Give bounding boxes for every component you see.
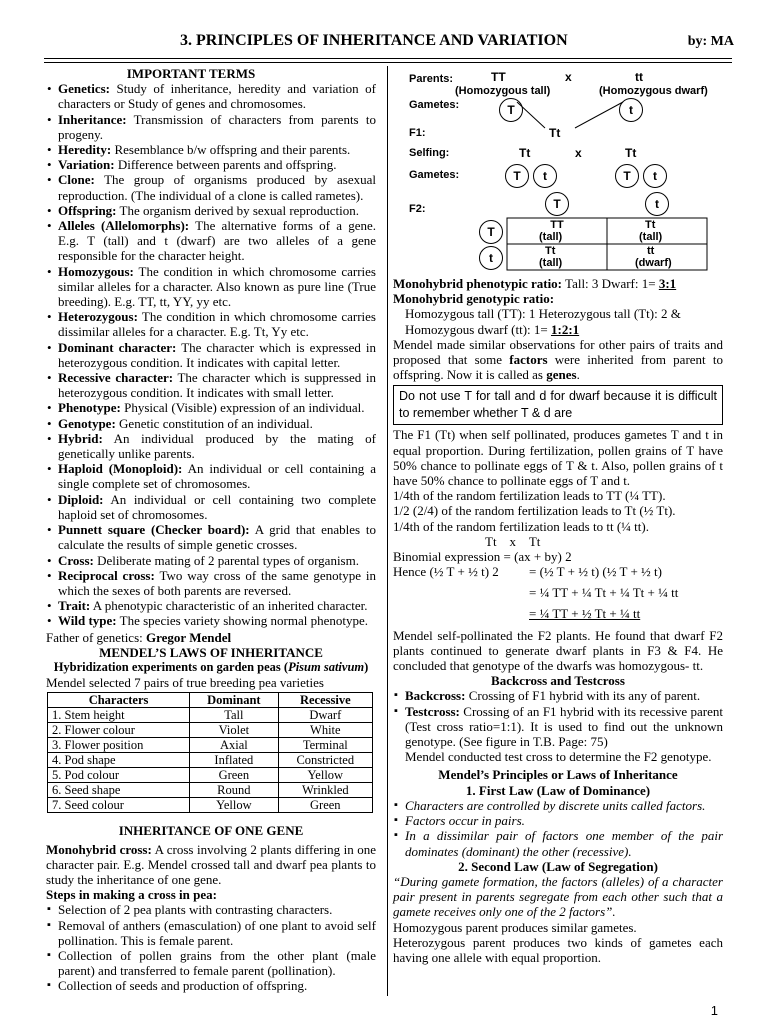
traits-table bbox=[47, 692, 373, 813]
term-item: • Wild type: The species variety showing normal phenotype. bbox=[46, 613, 376, 628]
term-item: • Clone: The group of organisms produced by asexual reproduction. (The individual of a clone is called rametes). bbox=[46, 172, 376, 202]
grid-Tt-1: Tt bbox=[645, 219, 656, 231]
phenotypic-ratio: Monohybrid phenotypic ratio: Tall: 3 Dwarf: 1= 3:1 bbox=[393, 276, 677, 291]
term-item: • Reciprocal cross: Two way cross of the same genotype in which the sexes of both parents are reversed. bbox=[46, 568, 376, 598]
grid-row-t: t bbox=[479, 246, 503, 270]
table-row bbox=[48, 768, 373, 783]
gamete-T-circle-b: T bbox=[615, 164, 639, 188]
left-column bbox=[46, 66, 376, 994]
genotypic-line-1: Homozygous tall (TT): 1 Heterozygous tall (Tt): 2 & bbox=[405, 306, 681, 322]
grid-col-T: T bbox=[545, 192, 569, 216]
grid-Tt-2-pheno: (tall) bbox=[539, 257, 563, 269]
table-cell: White bbox=[278, 723, 372, 738]
law2-line-2: Heterozygous parent produces two kinds of gametes each having one allele with equal proportion. bbox=[393, 934, 723, 965]
table-cell: Wrinkled bbox=[278, 783, 372, 798]
steps-list bbox=[46, 902, 376, 993]
laws-intro: Mendel selected 7 pairs of true breeding pea varieties bbox=[46, 675, 324, 691]
table-cell: Yellow bbox=[278, 768, 372, 783]
table-cell: 4. Pod shape bbox=[48, 753, 190, 768]
table-cell: 2. Flower colour bbox=[48, 723, 190, 738]
f2-paragraph: Mendel self-pollinated the F2 plants. He found that dwarf F2 plants continued to generate dwarf plants in F3 & F4. He concluded that genotype of the dwarfs was homozygous- tt. bbox=[393, 627, 723, 674]
table-header-cell: Recessive bbox=[278, 693, 372, 708]
term-item: • Trait: A phenotypic characteristic of an inherited character. bbox=[46, 598, 376, 613]
fraction-line-3: 1/4th of the random fertilization leads to tt (¼ tt). bbox=[393, 518, 649, 534]
testcross-item: ▪ Testcross: Crossing of an F1 hybrid with its recessive parent (Test cross ratio=1:1). It is used to find out the unknown genotype. (See figure in T.B. Page: 75) bbox=[393, 704, 723, 750]
table-cell: 5. Pod colour bbox=[48, 768, 190, 783]
term-item: • Hybrid: An individual produced by the mating of genetically unlike parents. bbox=[46, 431, 376, 461]
hence-row-1: Hence (½ T + ½ t) 2 = (½ T + ½ t) (½ T + ½ t) bbox=[393, 564, 662, 580]
table-row bbox=[48, 753, 373, 768]
table-cell: Terminal bbox=[278, 738, 372, 753]
one-gene-heading: INHERITANCE OF ONE GENE bbox=[118, 823, 304, 839]
table-cell: Yellow bbox=[190, 798, 279, 813]
law1-item: ▪ In a dissimilar pair of factors one member of the pair dominates (dominant) the other (recessive). bbox=[393, 828, 723, 858]
table-row bbox=[48, 798, 373, 813]
grid-row-T: T bbox=[479, 220, 503, 244]
gamete-T-circle-a: T bbox=[505, 164, 529, 188]
important-terms-heading: IMPORTANT TERMS bbox=[126, 66, 256, 81]
line-t-to-f1 bbox=[575, 102, 623, 128]
term-item: • Variation: Difference between parents and offspring. bbox=[46, 157, 376, 172]
backcross-heading: Backcross and Testcross bbox=[491, 673, 625, 689]
terms-list bbox=[46, 81, 376, 628]
grid-TT: TT bbox=[550, 219, 564, 231]
hence-row-2: = ¼ TT + ¼ Tt + ¼ Tt + ¼ tt bbox=[529, 585, 679, 601]
table-cell: 3. Flower position bbox=[48, 738, 190, 753]
grid-Tt-1-pheno: (tall) bbox=[639, 231, 663, 243]
parents-label: Parents: bbox=[409, 73, 454, 85]
f1-label: F1: bbox=[409, 127, 426, 139]
grid-tt: tt bbox=[647, 245, 655, 257]
term-item: • Inheritance: Transmission of characters from parents to progeny. bbox=[46, 112, 376, 142]
step-item: ▪ Selection of 2 pea plants with contrasting characters. bbox=[46, 902, 376, 917]
table-header-cell: Characters bbox=[48, 693, 190, 708]
parent-TT-desc: (Homozygous tall) bbox=[455, 85, 551, 97]
backcross-list bbox=[393, 688, 723, 749]
steps-heading: Steps in making a cross in pea: bbox=[46, 887, 217, 903]
laws-heading: MENDEL’S LAWS OF INHERITANCE bbox=[99, 644, 323, 660]
term-item: • Homozygous: The condition in which chromosome carries similar alleles for a character. Also known as pure line (True breeding). E.g. TT, tt, YY, yy etc. bbox=[46, 264, 376, 310]
term-item: • Genetics: Study of inheritance, heredity and variation of characters or Study of genes and chromosomes. bbox=[46, 81, 376, 111]
grid-tt-pheno: (dwarf) bbox=[635, 257, 672, 269]
binomial-expression: Binomial expression = (ax + by) 2 bbox=[393, 549, 572, 565]
monohybrid-cross-diagram bbox=[409, 66, 719, 272]
selfing-b: Tt bbox=[625, 146, 637, 160]
genotypic-ratio-label: Monohybrid genotypic ratio: bbox=[393, 291, 555, 307]
page-title: 3. PRINCIPLES OF INHERITANCE AND VARIATION bbox=[180, 32, 568, 49]
table-header-cell: Dominant bbox=[190, 693, 279, 708]
f1-genotype: Tt bbox=[549, 126, 561, 140]
term-item: • Heterozygous: The condition in which chromosome carries dissimilar alleles for a character. E.g. Tt, Yy etc. bbox=[46, 309, 376, 339]
term-item: • Punnett square (Checker board): A grid that enables to calculate the results of simple genetic crosses. bbox=[46, 522, 376, 552]
gamete-t-circle-a: t bbox=[533, 164, 557, 188]
page-number: 1 bbox=[710, 1003, 718, 1018]
table-row bbox=[48, 723, 373, 738]
law2-line-1: Homozygous parent produces similar gametes. bbox=[393, 919, 637, 935]
selfing-label: Selfing: bbox=[409, 147, 450, 159]
table-row bbox=[48, 708, 373, 723]
term-item: • Haploid (Monoploid): An individual or cell containing a single complete set of chromosomes. bbox=[46, 461, 376, 491]
fraction-line-1: 1/4th of the random fertilization leads to TT (¼ TT). bbox=[393, 488, 666, 504]
step-item: ▪ Collection of pollen grains from the other plant (male parent) and transferred to female parent (pollination). bbox=[46, 948, 376, 978]
backcross-item: ▪ Backcross: Crossing of F1 hybrid with its any of parent. bbox=[393, 688, 723, 703]
table-cell: Constricted bbox=[278, 753, 372, 768]
father-of-genetics: Father of genetics: Gregor Mendel bbox=[46, 629, 232, 645]
header-rule-top bbox=[44, 58, 732, 59]
term-item: • Diploid: An individual or cell containing two complete haploid set of chromosomes. bbox=[46, 492, 376, 522]
term-item: • Dominant character: The character which is expressed in heterozygous condition. It indicates with capital letter. bbox=[46, 340, 376, 370]
hence-row-3: = ¼ TT + ½ Tt + ¼ tt bbox=[529, 606, 641, 622]
column-divider bbox=[387, 66, 388, 996]
step-item: ▪ Removal of anthers (emasculation) of one plant to avoid self pollination. This is female parent. bbox=[46, 918, 376, 948]
law1-list bbox=[393, 798, 723, 859]
hybridization-subheading: Hybridization experiments on garden peas (Pisum sativum) bbox=[53, 659, 369, 674]
table-cell: 6. Seed shape bbox=[48, 783, 190, 798]
table-row bbox=[48, 738, 373, 753]
term-item: • Alleles (Allelomorphs): The alternative forms of a gene. E.g. T (tall) and t (dwarf) are two alleles of a gene responsible for the character height. bbox=[46, 218, 376, 264]
step-item: ▪ Collection of seeds and production of offspring. bbox=[46, 978, 376, 993]
table-cell: Dwarf bbox=[278, 708, 372, 723]
table-cell: Tall bbox=[190, 708, 279, 723]
note-box: Do not use T for tall and d for dwarf because it is difficult to remember whether T & d are bbox=[393, 385, 723, 425]
parent-TT: TT bbox=[491, 70, 506, 84]
grid-col-t: t bbox=[645, 192, 669, 216]
law2-heading: 2. Second Law (Law of Segregation) bbox=[458, 858, 658, 874]
page-header bbox=[0, 32, 768, 56]
genotypic-line-2: Homozygous dwarf (tt): 1= 1:2:1 bbox=[405, 321, 580, 337]
cross-line: Tt x Tt bbox=[485, 533, 541, 549]
header-rule-bottom bbox=[44, 62, 732, 63]
law1-heading: 1. First Law (Law of Dominance) bbox=[465, 782, 651, 798]
table-cell: 1. Stem height bbox=[48, 708, 190, 723]
term-item: • Genotype: Genetic constitution of an individual. bbox=[46, 416, 376, 431]
table-cell: Inflated bbox=[190, 753, 279, 768]
term-item: • Phenotype: Physical (Visible) expression of an individual. bbox=[46, 400, 376, 415]
traits-table-header bbox=[48, 693, 373, 708]
gamete-t-circle: t bbox=[619, 98, 643, 122]
gametes-label-2: Gametes: bbox=[409, 169, 460, 181]
grid-TT-pheno: (tall) bbox=[539, 231, 563, 243]
fraction-line-2: 1/2 (2/4) of the random fertilization leads to Tt (½ Tt). bbox=[393, 503, 676, 519]
f2-label: F2: bbox=[409, 203, 426, 215]
f1-selfing-paragraph: The F1 (Tt) when self pollinated, produces gametes T and t in equal proportion. During fertilization, pollen grains of T have 50% chance to pollinate eggs of T & t. Also, pollen grains of t have 50% chance to pollinate eggs of T and t. bbox=[393, 427, 723, 489]
table-cell: Green bbox=[190, 768, 279, 783]
principles-heading: Mendel’s Principles or Laws of Inheritance bbox=[438, 767, 678, 783]
parent-tt: tt bbox=[635, 70, 643, 84]
selfing-x: x bbox=[575, 146, 582, 160]
selfing-a: Tt bbox=[519, 146, 531, 160]
table-cell: Axial bbox=[190, 738, 279, 753]
table-cell: 7. Seed colour bbox=[48, 798, 190, 813]
author-credit: by: MA bbox=[687, 34, 734, 49]
mendel-factors-paragraph: Mendel made similar observations for other pairs of traits and proposed that some factors were inherited from parent to offspring. Now it is called as genes. bbox=[393, 336, 724, 383]
table-cell: Violet bbox=[190, 723, 279, 738]
testcross-note: Mendel conducted test cross to determine the F2 genotype. bbox=[405, 749, 712, 765]
gametes-label-1: Gametes: bbox=[409, 99, 460, 111]
law2-quote: “During gamete formation, the factors (alleles) of a character pair present in parents segregate from each other such that a gamete receives only one of the 2 factors”. bbox=[393, 873, 723, 920]
table-cell: Green bbox=[278, 798, 372, 813]
grid-Tt-2: Tt bbox=[545, 245, 556, 257]
parent-cross-x: x bbox=[565, 70, 572, 84]
law1-item: ▪ Factors occur in pairs. bbox=[393, 813, 723, 828]
term-item: • Cross: Deliberate mating of 2 parental types of organism. bbox=[46, 553, 376, 568]
term-item: • Offspring: The organism derived by sexual reproduction. bbox=[46, 203, 376, 218]
gamete-t-circle-b: t bbox=[643, 164, 667, 188]
parent-tt-desc: (Homozygous dwarf) bbox=[599, 85, 708, 97]
term-item: • Heredity: Resemblance b/w offspring and their parents. bbox=[46, 142, 376, 157]
term-item: • Recessive character: The character which is suppressed in heterozygous condition. It indicates with small letter. bbox=[46, 370, 376, 400]
table-cell: Round bbox=[190, 783, 279, 798]
right-column bbox=[393, 66, 723, 965]
gamete-T-circle: T bbox=[499, 98, 523, 122]
law1-item: ▪ Characters are controlled by discrete units called factors. bbox=[393, 798, 723, 813]
monohybrid-definition: Monohybrid cross: A cross involving 2 plants differing in one character pair. E.g. Mendel crossed tall and dwarf pea plants to study the inheritance of one gene. bbox=[46, 841, 377, 887]
table-row bbox=[48, 783, 373, 798]
